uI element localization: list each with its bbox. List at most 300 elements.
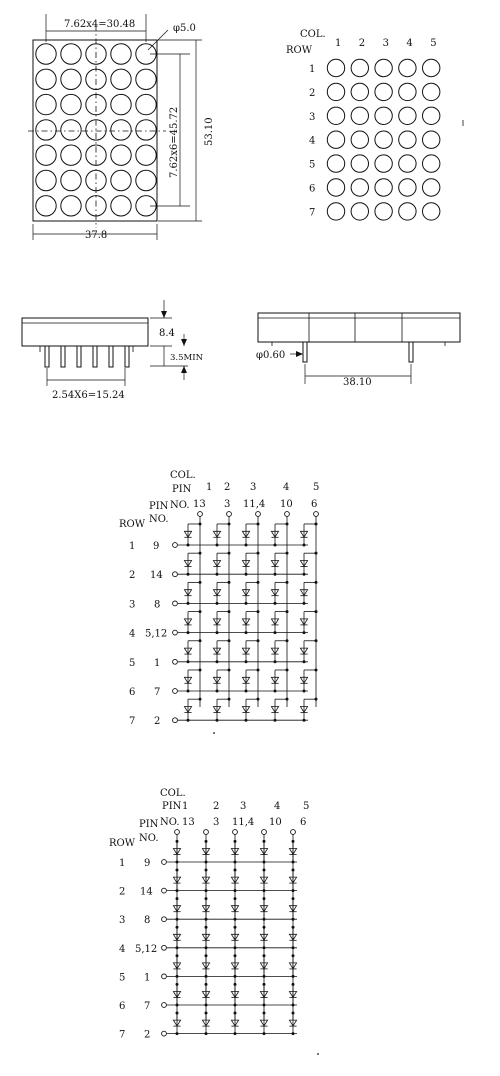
col-pin-number: 13 xyxy=(193,499,206,510)
junction-dot xyxy=(257,698,260,701)
side-body xyxy=(22,318,148,346)
row-number: 5 xyxy=(129,657,136,669)
junction-dot xyxy=(216,660,219,663)
row-terminal xyxy=(173,543,178,548)
side-view-pins xyxy=(45,346,129,367)
schematic-1-pin-title: PIN xyxy=(172,484,192,495)
junction-dot xyxy=(199,581,202,584)
layout-led-dot xyxy=(375,203,392,220)
row-pin-number: 5,12 xyxy=(145,628,168,640)
front-view-outline xyxy=(33,40,157,221)
junction-dot xyxy=(263,946,266,949)
junction-dot xyxy=(205,889,208,892)
junction-dot xyxy=(234,1004,237,1007)
row-terminal xyxy=(162,974,167,979)
height-outer-label: 53.10 xyxy=(204,117,215,146)
junction-dot xyxy=(303,602,306,605)
junction-dot xyxy=(199,668,202,671)
junction-dot xyxy=(205,918,208,921)
layout-led-dot xyxy=(327,107,344,124)
layout-row-number: 4 xyxy=(309,135,316,147)
schematic-1-no-col-label: NO. xyxy=(149,514,169,525)
junction-dot xyxy=(303,573,306,576)
junction-dot xyxy=(292,1004,295,1007)
col-terminal xyxy=(314,512,319,517)
row-terminal xyxy=(162,1003,167,1008)
junction-dot xyxy=(245,690,248,693)
row-terminal xyxy=(173,601,178,606)
col-terminal xyxy=(262,830,267,835)
junction-dot xyxy=(205,1004,208,1007)
junction-dot xyxy=(292,861,295,864)
side-view-left xyxy=(22,300,204,401)
junction-dot xyxy=(176,1032,179,1035)
col-pin-number: 10 xyxy=(280,499,293,510)
col-terminal xyxy=(285,512,290,517)
row-pin-number: 9 xyxy=(144,858,151,869)
col-pin-number: 3 xyxy=(224,499,231,510)
junction-dot xyxy=(286,522,289,525)
row-number: 6 xyxy=(129,687,136,698)
junction-dot xyxy=(263,861,266,864)
junction-dot xyxy=(216,719,219,722)
layout-row-number: 7 xyxy=(309,207,316,219)
layout-led-dot xyxy=(423,179,440,196)
row-pin-number: 8 xyxy=(154,599,161,611)
led-dot xyxy=(61,120,81,140)
layout-dot-grid xyxy=(327,59,440,220)
junction-dot xyxy=(286,668,289,671)
col-terminal xyxy=(291,830,296,835)
junction-dot xyxy=(315,581,318,584)
junction-dot xyxy=(216,690,219,693)
row-number: 2 xyxy=(119,886,126,898)
row-terminal xyxy=(173,572,178,577)
junction-dot xyxy=(199,552,202,555)
col-terminal xyxy=(204,830,209,835)
row-pin-number: 5,12 xyxy=(135,943,158,955)
row-number: 4 xyxy=(129,628,136,640)
col-number: 1 xyxy=(182,801,189,812)
junction-dot xyxy=(187,544,190,547)
junction-dot xyxy=(205,975,208,978)
col-number: 4 xyxy=(274,801,281,812)
layout-led-dot xyxy=(375,59,392,76)
layout-led-dot xyxy=(351,155,368,172)
junction-dot xyxy=(176,889,179,892)
row-pin-number: 7 xyxy=(154,687,161,698)
col-pin-number: 6 xyxy=(300,817,307,828)
led-dot xyxy=(36,196,56,216)
schematic-1-col-title: COL. xyxy=(170,470,196,481)
led-dot xyxy=(111,69,131,89)
layout-led-dot xyxy=(327,155,344,172)
junction-dot xyxy=(303,690,306,693)
led-dot xyxy=(36,120,56,140)
schematic-2 xyxy=(109,788,309,1041)
layout-row-numbers xyxy=(309,64,315,218)
layout-led-dot xyxy=(327,179,344,196)
pin-length-label: 3.5MIN xyxy=(170,353,204,363)
layout-col-numbers xyxy=(335,38,437,49)
pin-diameter-label: φ0.60 xyxy=(256,350,286,361)
schematic-1-pin-title-left: PIN xyxy=(149,501,169,512)
junction-dot xyxy=(315,668,318,671)
junction-dot xyxy=(263,1004,266,1007)
led-dot xyxy=(111,94,131,114)
row-terminal xyxy=(162,888,167,893)
led-dot xyxy=(61,69,81,89)
led-dot xyxy=(36,94,56,114)
junction-dot xyxy=(274,631,277,634)
junction-dot xyxy=(176,975,179,978)
col-number: 2 xyxy=(224,482,231,493)
junction-dot xyxy=(216,631,219,634)
layout-led-dot xyxy=(399,107,416,124)
junction-dot xyxy=(315,639,318,642)
junction-dot xyxy=(245,544,248,547)
junction-dot xyxy=(274,719,277,722)
row-pin-number: 7 xyxy=(144,1001,151,1012)
layout-led-dot xyxy=(399,131,416,148)
layout-led-dot xyxy=(423,59,440,76)
layout-led-dot xyxy=(351,131,368,148)
side-height-label: 8.4 xyxy=(159,328,175,339)
junction-dot xyxy=(257,610,260,613)
led-dot xyxy=(36,69,56,89)
col-number: 5 xyxy=(303,801,310,812)
junction-dot xyxy=(286,698,289,701)
row-pin-number: 9 xyxy=(153,541,160,552)
row-terminal xyxy=(173,689,178,694)
junction-dot xyxy=(315,610,318,613)
junction-dot xyxy=(187,602,190,605)
junction-dot xyxy=(245,602,248,605)
row-terminal xyxy=(173,718,178,723)
junction-dot xyxy=(274,660,277,663)
col-terminal xyxy=(256,512,261,517)
row-terminal xyxy=(162,1031,167,1036)
led-dot xyxy=(111,44,131,64)
junction-dot xyxy=(315,698,318,701)
layout-col-number: 4 xyxy=(406,38,413,49)
junction-dot xyxy=(315,552,318,555)
side-body-long xyxy=(258,313,460,342)
pin-dia-arrowhead xyxy=(296,351,303,357)
layout-row-number: 5 xyxy=(309,159,316,171)
junction-dot xyxy=(263,918,266,921)
junction-dot xyxy=(234,918,237,921)
junction-dot xyxy=(228,639,231,642)
layout-col-number: 5 xyxy=(430,38,437,49)
side-pin xyxy=(45,346,49,367)
junction-dot xyxy=(234,1032,237,1035)
junction-dot xyxy=(199,522,202,525)
dot-diameter-label: φ5.0 xyxy=(173,23,196,34)
side-height-arrowhead-top xyxy=(161,311,167,318)
junction-dot xyxy=(176,861,179,864)
junction-dot xyxy=(176,918,179,921)
junction-dot xyxy=(187,573,190,576)
junction-dot xyxy=(205,861,208,864)
layout-led-dot xyxy=(351,179,368,196)
layout-led-dot xyxy=(351,83,368,100)
led-dot xyxy=(136,145,156,165)
led-dot xyxy=(136,120,156,140)
col-row-layout xyxy=(286,29,440,220)
side-pin xyxy=(77,346,81,367)
junction-dot xyxy=(228,668,231,671)
width-top-label: 7.62x4=30.48 xyxy=(64,19,136,30)
layout-led-dot xyxy=(423,107,440,124)
row-pin-number: 1 xyxy=(154,657,161,669)
led-dot xyxy=(61,196,81,216)
led-dot xyxy=(36,170,56,190)
junction-dot xyxy=(176,946,179,949)
junction-dot xyxy=(234,861,237,864)
row-number: 6 xyxy=(119,1001,126,1012)
junction-dot xyxy=(274,602,277,605)
schematic-2-col-title: COL. xyxy=(160,788,186,799)
junction-dot xyxy=(245,573,248,576)
junction-dot xyxy=(199,698,202,701)
spacing-label: 38.10 xyxy=(343,377,372,388)
row-pin-number: 14 xyxy=(140,886,153,898)
junction-dot xyxy=(257,668,260,671)
junction-dot xyxy=(234,889,237,892)
side-pin xyxy=(109,346,113,367)
scan-speck xyxy=(213,732,215,734)
col-pin-number: 3 xyxy=(213,817,220,828)
col-number: 1 xyxy=(206,482,213,493)
junction-dot xyxy=(228,610,231,613)
schematic-2-no-title: NO. xyxy=(160,817,180,828)
col-terminal xyxy=(175,830,180,835)
side-pin xyxy=(93,346,97,367)
col-pin-number: 13 xyxy=(182,817,195,828)
col-terminal xyxy=(233,830,238,835)
junction-dot xyxy=(286,581,289,584)
col-terminal xyxy=(227,512,232,517)
layout-led-dot xyxy=(423,131,440,148)
col-number: 4 xyxy=(283,482,290,493)
junction-dot xyxy=(286,552,289,555)
junction-dot xyxy=(257,552,260,555)
led-dot xyxy=(61,94,81,114)
junction-dot xyxy=(228,552,231,555)
scan-speck xyxy=(317,1053,319,1055)
layout-led-dot xyxy=(375,83,392,100)
junction-dot xyxy=(187,719,190,722)
schematic-2-pin-title: PIN xyxy=(162,801,182,812)
layout-led-dot xyxy=(327,131,344,148)
layout-col-title: COL. xyxy=(300,29,326,40)
junction-dot xyxy=(205,1032,208,1035)
junction-dot xyxy=(216,573,219,576)
led-dot xyxy=(111,196,131,216)
led-dot xyxy=(111,120,131,140)
layout-led-dot xyxy=(399,179,416,196)
col-number: 3 xyxy=(250,482,257,493)
layout-led-dot xyxy=(351,203,368,220)
led-dot xyxy=(36,145,56,165)
layout-led-dot xyxy=(423,83,440,100)
layout-led-dot xyxy=(423,203,440,220)
led-dot xyxy=(111,170,131,190)
pin-left xyxy=(303,342,307,362)
row-number: 1 xyxy=(119,858,126,869)
junction-dot xyxy=(274,690,277,693)
layout-led-dot xyxy=(327,59,344,76)
row-number: 1 xyxy=(129,541,136,552)
junction-dot xyxy=(245,660,248,663)
layout-led-dot xyxy=(399,83,416,100)
junction-dot xyxy=(257,581,260,584)
layout-row-number: 1 xyxy=(309,64,316,75)
layout-led-dot xyxy=(399,59,416,76)
row-pin-number: 1 xyxy=(144,972,151,984)
junction-dot xyxy=(228,522,231,525)
junction-dot xyxy=(263,889,266,892)
junction-dot xyxy=(245,719,248,722)
row-pin-number: 8 xyxy=(144,915,151,927)
junction-dot xyxy=(292,975,295,978)
junction-dot xyxy=(234,946,237,949)
junction-dot xyxy=(292,918,295,921)
junction-dot xyxy=(199,639,202,642)
layout-led-dot xyxy=(399,155,416,172)
junction-dot xyxy=(274,573,277,576)
layout-col-number: 2 xyxy=(358,38,366,49)
pin-right xyxy=(409,342,413,362)
schematic-1 xyxy=(119,470,319,727)
junction-dot xyxy=(216,602,219,605)
led-dot xyxy=(61,170,81,190)
junction-dot xyxy=(228,698,231,701)
junction-dot xyxy=(257,522,260,525)
schematic-1-no-title: NO. xyxy=(170,500,190,511)
layout-row-number: 3 xyxy=(309,111,316,123)
schematic-2-no-col-label: NO. xyxy=(139,833,159,844)
junction-dot xyxy=(245,631,248,634)
junction-dot xyxy=(263,1032,266,1035)
junction-dot xyxy=(228,581,231,584)
col-number: 5 xyxy=(313,482,320,493)
pitch-label: 2.54X6=15.24 xyxy=(52,390,125,401)
junction-dot xyxy=(263,975,266,978)
col-pin-number: 11,4 xyxy=(232,817,255,828)
col-number: 2 xyxy=(213,801,220,812)
row-number: 5 xyxy=(119,972,126,984)
row-number: 2 xyxy=(129,570,136,582)
junction-dot xyxy=(187,631,190,634)
pin-length-arrowhead-bottom xyxy=(181,366,187,373)
layout-led-dot xyxy=(423,155,440,172)
row-number: 3 xyxy=(129,599,136,611)
led-dot xyxy=(61,145,81,165)
height-inner-label: 7.62x6=45.72 xyxy=(169,106,180,178)
junction-dot xyxy=(199,610,202,613)
row-number: 7 xyxy=(129,716,136,728)
front-view xyxy=(28,14,215,241)
width-bottom-label: 37.8 xyxy=(85,230,108,241)
schematic-2-pin-title-left: PIN xyxy=(139,819,159,830)
led-dot xyxy=(136,69,156,89)
col-pin-number: 11,4 xyxy=(243,499,266,510)
row-terminal xyxy=(162,860,167,865)
junction-dot xyxy=(187,690,190,693)
row-pin-number: 14 xyxy=(150,570,163,582)
layout-led-dot xyxy=(399,203,416,220)
row-number: 4 xyxy=(119,943,126,955)
schematic-1-row-title: ROW xyxy=(119,519,146,530)
row-number: 3 xyxy=(119,915,126,927)
layout-led-dot xyxy=(327,83,344,100)
junction-dot xyxy=(187,660,190,663)
junction-dot xyxy=(315,522,318,525)
junction-dot xyxy=(234,975,237,978)
row-terminal xyxy=(162,945,167,950)
junction-dot xyxy=(205,946,208,949)
col-pin-number: 10 xyxy=(269,817,282,828)
junction-dot xyxy=(216,544,219,547)
junction-dot xyxy=(292,889,295,892)
col-terminal xyxy=(198,512,203,517)
pin-length-arrowhead-top xyxy=(181,339,187,346)
junction-dot xyxy=(286,639,289,642)
layout-led-dot xyxy=(327,203,344,220)
layout-led-dot xyxy=(375,131,392,148)
junction-dot xyxy=(303,631,306,634)
col-pin-number: 6 xyxy=(311,499,318,510)
col-number: 3 xyxy=(240,801,247,812)
row-terminal xyxy=(173,659,178,664)
junction-dot xyxy=(303,544,306,547)
layout-row-title: ROW xyxy=(286,45,313,56)
junction-dot xyxy=(176,1004,179,1007)
junction-dot xyxy=(257,639,260,642)
layout-col-number: 3 xyxy=(382,38,389,49)
layout-led-dot xyxy=(375,155,392,172)
led-dot xyxy=(36,44,56,64)
layout-led-dot xyxy=(351,107,368,124)
led-dot xyxy=(136,94,156,114)
led-dot xyxy=(136,170,156,190)
side-pin xyxy=(61,346,65,367)
led-dot xyxy=(61,44,81,64)
row-pin-number: 2 xyxy=(144,1029,151,1041)
row-pin-number: 2 xyxy=(154,716,161,728)
schematic-2-row-title: ROW xyxy=(109,838,136,849)
side-view-right xyxy=(256,313,460,388)
row-terminal xyxy=(162,917,167,922)
layout-led-dot xyxy=(351,59,368,76)
layout-led-dot xyxy=(375,179,392,196)
row-number: 7 xyxy=(119,1029,126,1041)
row-terminal xyxy=(173,630,178,635)
layout-col-number: 1 xyxy=(335,38,342,49)
side-pin xyxy=(125,346,129,367)
junction-dot xyxy=(303,719,306,722)
junction-dot xyxy=(303,660,306,663)
junction-dot xyxy=(292,1032,295,1035)
junction-dot xyxy=(286,610,289,613)
layout-led-dot xyxy=(375,107,392,124)
led-dot xyxy=(111,145,131,165)
layout-row-number: 2 xyxy=(309,87,316,99)
junction-dot xyxy=(292,946,295,949)
junction-dot xyxy=(274,544,277,547)
